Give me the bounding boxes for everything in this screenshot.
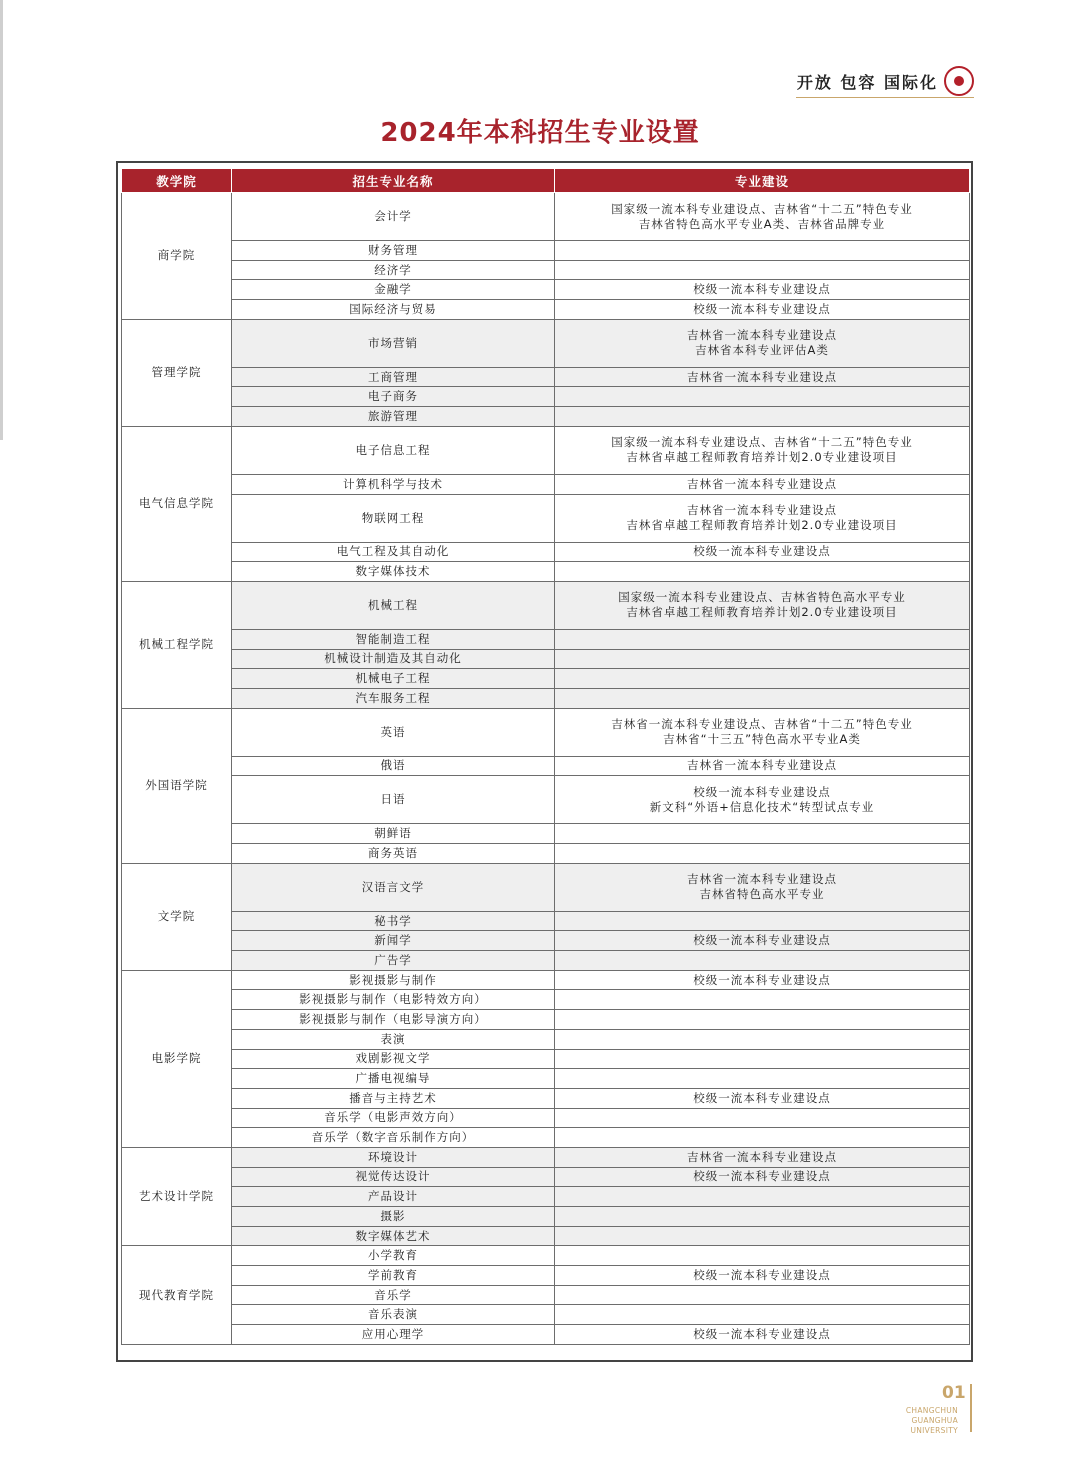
build-line: 校级一流本科专业建设点	[693, 1326, 831, 1341]
table-row	[122, 1147, 970, 1167]
table-row	[122, 911, 970, 931]
build-cell	[555, 1049, 970, 1069]
major-cell: 旅游管理	[232, 407, 555, 427]
build-cell	[555, 1246, 970, 1266]
table-row	[122, 756, 970, 776]
table-row	[122, 407, 970, 427]
major-cell: 计算机科学与技术	[232, 474, 555, 494]
build-cell	[555, 776, 970, 824]
major-cell: 汉语言文学	[232, 863, 555, 911]
build-cell	[555, 649, 970, 669]
build-line: 校级一流本科专业建设点	[693, 282, 831, 297]
major-cell: 经济学	[232, 260, 555, 280]
table-row	[122, 1226, 970, 1246]
build-cell	[555, 1147, 970, 1167]
major-cell: 俄语	[232, 756, 555, 776]
build-line: 吉林省卓越工程师教育培养计划2.0专业建设项目	[626, 518, 898, 532]
build-cell	[555, 387, 970, 407]
build-line: 国家级一流本科专业建设点、吉林省特色高水平专业	[618, 590, 906, 605]
major-cell: 机械电子工程	[232, 669, 555, 689]
build-line: 吉林省一流本科专业建设点	[687, 369, 837, 384]
major-cell: 智能制造工程	[232, 629, 555, 649]
build-cell	[555, 1187, 970, 1207]
page-title: 2024年本科招生专业设置	[380, 118, 700, 148]
table-row	[122, 562, 970, 582]
table-row	[122, 688, 970, 708]
build-cell	[555, 911, 970, 931]
table-row	[122, 669, 970, 689]
build-line: 校级一流本科专业建设点	[693, 933, 831, 948]
major-cell: 视觉传达设计	[232, 1167, 555, 1187]
build-line: 校级一流本科专业建设点	[693, 301, 831, 316]
major-cell: 电气工程及其自动化	[232, 542, 555, 562]
build-cell	[555, 260, 970, 280]
build-cell	[555, 990, 970, 1010]
build-line: 吉林省一流本科专业建设点	[687, 328, 837, 343]
build-cell	[555, 241, 970, 261]
major-cell: 数字媒体艺术	[232, 1226, 555, 1246]
footer-rule	[970, 1384, 972, 1432]
major-cell: 朝鲜语	[232, 824, 555, 844]
majors-table	[121, 168, 970, 1345]
table-row	[122, 260, 970, 280]
table-row	[122, 581, 970, 629]
build-cell	[555, 756, 970, 776]
major-cell: 学前教育	[232, 1266, 555, 1286]
major-cell: 播音与主持艺术	[232, 1088, 555, 1108]
major-cell: 机械工程	[232, 581, 555, 629]
college-cell: 电气信息学院	[122, 426, 232, 581]
major-cell: 会计学	[232, 193, 555, 241]
college-cell: 现代教育学院	[122, 1246, 232, 1344]
major-cell: 财务管理	[232, 241, 555, 261]
table-row	[122, 1325, 970, 1345]
college-cell: 外国语学院	[122, 708, 232, 863]
header-college: 教学院	[122, 169, 232, 193]
build-cell	[555, 1266, 970, 1286]
build-line: 吉林省一流本科专业建设点	[687, 758, 837, 773]
table-row	[122, 1069, 970, 1089]
build-cell	[555, 542, 970, 562]
table-row	[122, 280, 970, 300]
build-line: 校级一流本科专业建设点	[693, 1169, 831, 1184]
major-cell: 产品设计	[232, 1187, 555, 1207]
major-cell: 国际经济与贸易	[232, 300, 555, 320]
major-cell: 音乐学（数字音乐制作方向）	[232, 1128, 555, 1148]
major-cell: 小学教育	[232, 1246, 555, 1266]
build-cell	[555, 1325, 970, 1345]
table-row	[122, 931, 970, 951]
table-row	[122, 474, 970, 494]
build-cell	[555, 951, 970, 971]
table-row	[122, 494, 970, 542]
build-cell	[555, 844, 970, 864]
table-row	[122, 776, 970, 824]
major-cell: 英语	[232, 708, 555, 756]
seal-icon	[944, 66, 974, 96]
build-cell	[555, 426, 970, 474]
table-row	[122, 193, 970, 241]
major-cell: 音乐学（电影声效方向）	[232, 1108, 555, 1128]
build-line: 校级一流本科专业建设点	[693, 1267, 831, 1282]
build-line: 国家级一流本科专业建设点、吉林省“十二五”特色专业	[611, 435, 913, 450]
major-cell: 广告学	[232, 951, 555, 971]
build-cell	[555, 474, 970, 494]
table-row	[122, 387, 970, 407]
build-cell	[555, 494, 970, 542]
table-row	[122, 970, 970, 990]
table-row	[122, 319, 970, 367]
table-header-row	[122, 169, 970, 193]
header-rule	[796, 97, 974, 98]
major-cell: 影视摄影与制作（电影特效方向）	[232, 990, 555, 1010]
major-cell: 音乐表演	[232, 1305, 555, 1325]
build-cell	[555, 367, 970, 387]
build-line: 吉林省一流本科专业建设点	[687, 476, 837, 491]
college-cell: 文学院	[122, 863, 232, 970]
build-cell	[555, 1069, 970, 1089]
major-cell: 汽车服务工程	[232, 688, 555, 708]
table-row	[122, 951, 970, 971]
college-cell: 机械工程学院	[122, 581, 232, 708]
table-row	[122, 708, 970, 756]
build-cell	[555, 970, 970, 990]
table-row	[122, 1207, 970, 1227]
build-cell	[555, 863, 970, 911]
build-cell	[555, 1226, 970, 1246]
build-line: 新文科“外语+信息化技术“转型试点专业	[649, 799, 875, 814]
major-cell: 机械设计制造及其自动化	[232, 649, 555, 669]
university-line-1: CHANGCHUN	[905, 1406, 958, 1415]
university-name	[900, 1406, 958, 1436]
table-row	[122, 1108, 970, 1128]
table-row	[122, 1088, 970, 1108]
build-cell	[555, 1305, 970, 1325]
table-row	[122, 844, 970, 864]
build-line: 吉林省一流本科专业建设点	[687, 872, 837, 887]
build-cell	[555, 688, 970, 708]
build-line: 校级一流本科专业建设点	[693, 784, 831, 799]
major-cell: 日语	[232, 776, 555, 824]
major-cell: 音乐学	[232, 1285, 555, 1305]
major-cell: 戏剧影视文学	[232, 1049, 555, 1069]
build-line: 吉林省特色高水平专业A类、吉林省品牌专业	[638, 216, 886, 231]
build-cell	[555, 407, 970, 427]
header-slogan-group	[797, 66, 974, 96]
major-cell: 表演	[232, 1029, 555, 1049]
build-cell	[555, 562, 970, 582]
table-row	[122, 629, 970, 649]
table-row	[122, 863, 970, 911]
college-cell: 艺术设计学院	[122, 1147, 232, 1245]
build-cell	[555, 1010, 970, 1030]
table-row	[122, 824, 970, 844]
major-cell: 市场营销	[232, 319, 555, 367]
table-row	[122, 990, 970, 1010]
build-cell	[555, 193, 970, 241]
major-cell: 环境设计	[232, 1147, 555, 1167]
college-cell: 商学院	[122, 193, 232, 320]
page-number: 01	[942, 1383, 966, 1403]
table-row	[122, 1305, 970, 1325]
major-cell: 摄影	[232, 1207, 555, 1227]
build-cell	[555, 1029, 970, 1049]
build-cell	[555, 1128, 970, 1148]
build-cell	[555, 581, 970, 629]
build-line: 校级一流本科专业建设点	[693, 1090, 831, 1105]
major-cell: 秘书学	[232, 911, 555, 931]
table-row	[122, 1246, 970, 1266]
build-line: 吉林省“十三五”特色高水平专业A类	[663, 732, 861, 747]
table-row	[122, 1266, 970, 1286]
build-cell	[555, 1285, 970, 1305]
table-row	[122, 1029, 970, 1049]
table-row	[122, 426, 970, 474]
major-cell: 工商管理	[232, 367, 555, 387]
header-slogan: 开放 包容 国际化	[796, 72, 938, 92]
table-row	[122, 1049, 970, 1069]
build-cell	[555, 280, 970, 300]
build-line: 国家级一流本科专业建设点、吉林省“十二五”特色专业	[611, 201, 913, 216]
major-cell: 商务英语	[232, 844, 555, 864]
table-row	[122, 367, 970, 387]
major-cell: 电子商务	[232, 387, 555, 407]
build-cell	[555, 319, 970, 367]
university-line-2: GUANGHUA UNIVERSITY	[910, 1416, 958, 1435]
header-build: 专业建设	[555, 169, 970, 193]
major-cell: 新闻学	[232, 931, 555, 951]
major-cell: 物联网工程	[232, 494, 555, 542]
build-line: 吉林省特色高水平专业	[699, 887, 825, 902]
build-cell	[555, 300, 970, 320]
table-row	[122, 1167, 970, 1187]
major-cell: 电子信息工程	[232, 426, 555, 474]
build-line: 吉林省卓越工程师教育培养计划2.0专业建设项目	[626, 450, 898, 465]
table-row	[122, 1128, 970, 1148]
build-line: 吉林省卓越工程师教育培养计划2.0专业建设项目	[626, 605, 898, 620]
table-row	[122, 1010, 970, 1030]
major-cell: 数字媒体技术	[232, 562, 555, 582]
build-line: 吉林省本科专业评估A类	[695, 343, 829, 358]
header-major: 招生专业名称	[232, 169, 555, 193]
build-line: 吉林省一流本科专业建设点	[687, 1149, 837, 1164]
build-cell	[555, 824, 970, 844]
table-row	[122, 649, 970, 669]
build-line: 校级一流本科专业建设点	[693, 972, 831, 987]
table-row	[122, 241, 970, 261]
college-cell: 管理学院	[122, 319, 232, 426]
majors-table-body	[122, 193, 970, 1345]
build-cell	[555, 708, 970, 756]
table-row	[122, 1187, 970, 1207]
build-line: 吉林省一流本科专业建设点、吉林省“十二五”特色专业	[611, 717, 913, 732]
build-cell	[555, 669, 970, 689]
major-cell: 广播电视编导	[232, 1069, 555, 1089]
build-cell	[555, 1207, 970, 1227]
major-cell: 影视摄影与制作	[232, 970, 555, 990]
major-cell: 应用心理学	[232, 1325, 555, 1345]
seal-dot	[954, 76, 964, 86]
major-cell: 影视摄影与制作（电影导演方向）	[232, 1010, 555, 1030]
table-row	[122, 542, 970, 562]
major-cell: 金融学	[232, 280, 555, 300]
build-line: 校级一流本科专业建设点	[693, 544, 831, 559]
build-cell	[555, 931, 970, 951]
table-row	[122, 300, 970, 320]
table-row	[122, 1285, 970, 1305]
build-cell	[555, 1088, 970, 1108]
build-line: 吉林省一流本科专业建设点	[687, 503, 837, 517]
college-cell: 电影学院	[122, 970, 232, 1147]
build-cell	[555, 1108, 970, 1128]
left-margin-rule	[0, 0, 3, 440]
build-cell	[555, 1167, 970, 1187]
build-cell	[555, 629, 970, 649]
